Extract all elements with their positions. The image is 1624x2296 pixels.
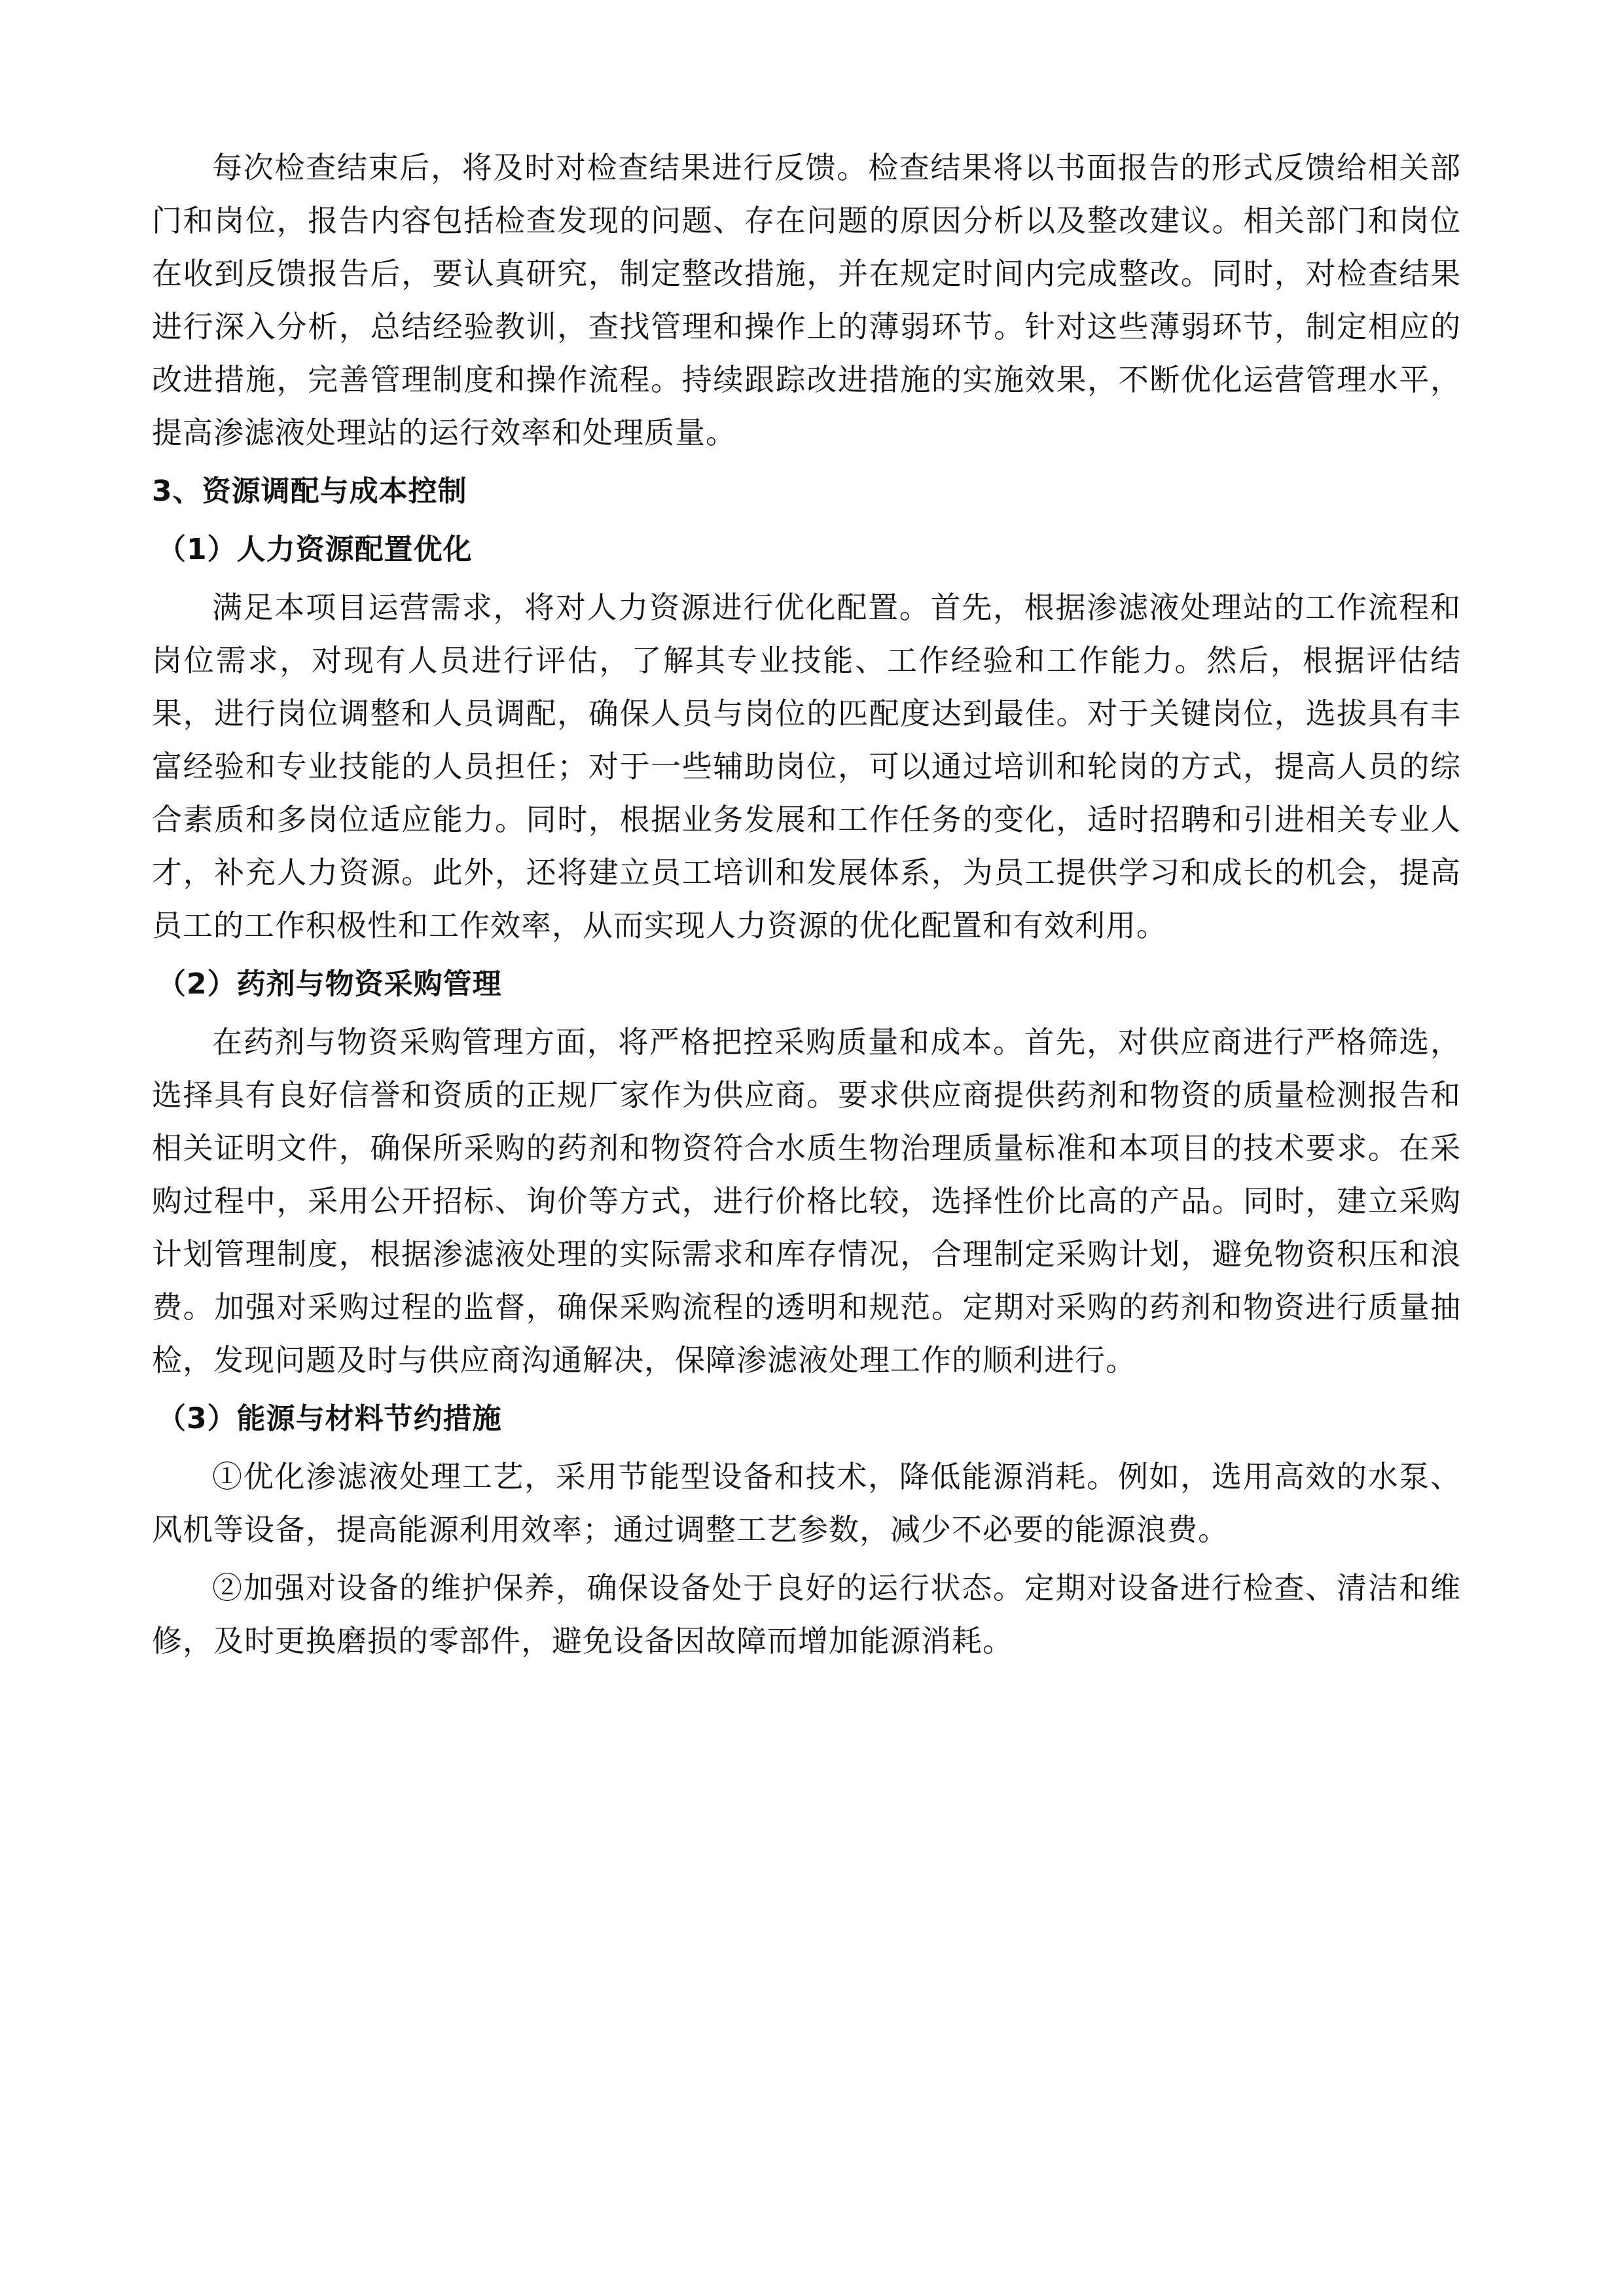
- section-heading-resource-allocation: 3、资源调配与成本控制: [152, 475, 467, 508]
- subsection-heading-energy-saving: （3）能源与材料节约措施: [157, 1402, 502, 1435]
- subsection-heading-hr-optimization: （1）人力资源配置优化: [157, 533, 473, 566]
- paragraph-energy-saving-1: ①优化渗滤液处理工艺，采用节能型设备和技术，降低能源消耗。例如，选用高效的水泵、风机等设备，提高能源利用效率；通过调整工艺参数，减少不必要的能源浪费。: [152, 1459, 1461, 1547]
- paragraph-hr-optimization: 满足本项目运营需求，将对人力资源进行优化配置。首先，根据渗滤液处理站的工作流程和岗位需求，对现有人员进行评估，了解其专业技能、工作经验和工作能力。然后，根据评估结果，进行岗位调整和人员调配，确保人员与岗位的匹配度达到最佳。对于关键岗位，选拔具有丰富经验和专业技能的人员担任；对于一些辅助岗位，可以通过培训和轮岗的方式，提高人员的综合素质和多岗位适应能力。同时，根据业务发展和工作任务的变化，适时招聘和引进相关专业人才，补充人力资源。此外，还将建立员工培训和发展体系，为员工提供学习和成长的机会，提高员工的工作积极性和工作效率，从而实现人力资源的优化配置和有效利用。: [152, 590, 1461, 943]
- subsection-heading-procurement: （2）药剂与物资采购管理: [157, 967, 502, 1001]
- paragraph-inspection-feedback: 每次检查结束后，将及时对检查结果进行反馈。检查结果将以书面报告的形式反馈给相关部门和岗位，报告内容包括检查发现的问题、存在问题的原因分析以及整改建议。相关部门和岗位在收到反馈报告后，要认真研究，制定整改措施，并在规定时间内完成整改。同时，对检查结果进行深入分析，总结经验教训，查找管理和操作上的薄弱环节。针对这些薄弱环节，制定相应的改进措施，完善管理制度和操作流程。持续跟踪改进措施的实施效果，不断优化运营管理水平，提高渗滤液处理站的运行效率和处理质量。: [152, 150, 1461, 450]
- paragraph-energy-saving-2: ②加强对设备的维护保养，确保设备处于良好的运行状态。定期对设备进行检查、清洁和维修，及时更换磨损的零部件，避免设备因故障而增加能源消耗。: [152, 1570, 1461, 1659]
- document-body: [152, 141, 1461, 1668]
- paragraph-procurement: 在药剂与物资采购管理方面，将严格把控采购质量和成本。首先，对供应商进行严格筛选，选择具有良好信誉和资质的正规厂家作为供应商。要求供应商提供药剂和物资的质量检测报告和相关证明文件，确保所采购的药剂和物资符合水质生物治理质量标准和本项目的技术要求。在采购过程中，采用公开招标、询价等方式，进行价格比较，选择性价比高的产品。同时，建立采购计划管理制度，根据渗滤液处理的实际需求和库存情况，合理制定采购计划，避免物资积压和浪费。加强对采购过程的监督，确保采购流程的透明和规范。定期对采购的药剂和物资进行质量抽检，发现问题及时与供应商沟通解决，保障渗滤液处理工作的顺利进行。: [152, 1024, 1461, 1378]
